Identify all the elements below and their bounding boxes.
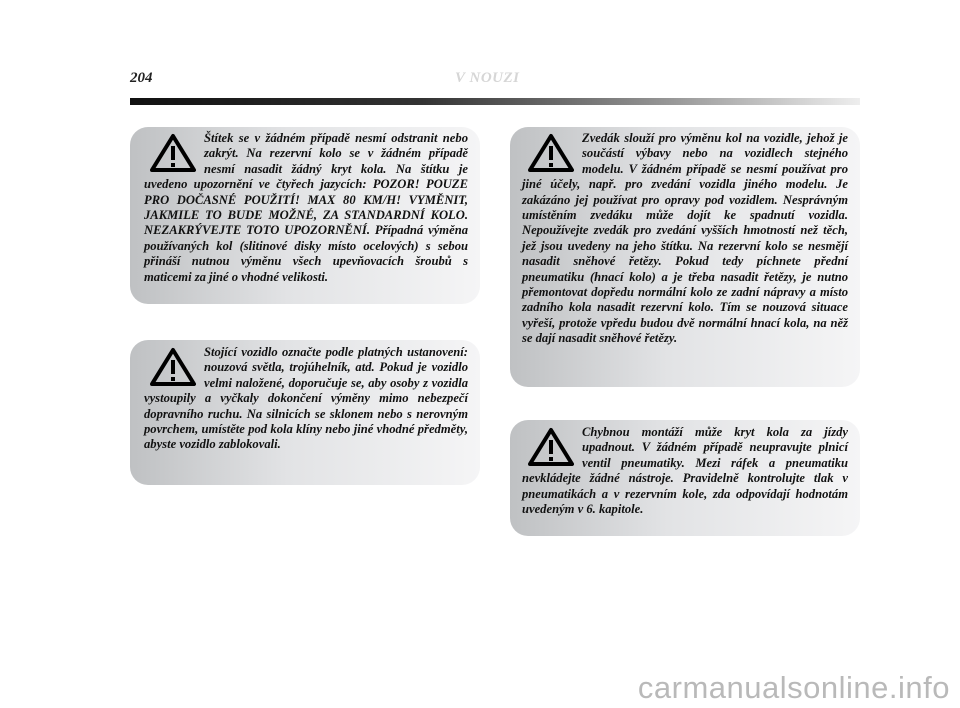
warning-text: Stojící vozidlo označte podle platných ustanovení: nouzová světla, trojúhelník, atd. Pokud je vozidlo velmi naložené, doporučuje se, aby osoby z vozidla vystoupily a vyčkaly dokončení výměny mimo nebezpečí dopravního ruchu. Na silnicích se sklonem nebo s nerovným povrchem, umístěte pod kola klíny nebo jiné vhodné předměty, abyste vozidlo zablokovali. (144, 345, 468, 452)
warning-triangle-icon (150, 133, 196, 173)
section-title: V NOUZI (455, 70, 520, 86)
warning-triangle-icon (150, 347, 196, 387)
warning-box-wheel-cover (510, 420, 860, 536)
warning-box-label (130, 127, 480, 304)
page-number: 204 (130, 70, 153, 86)
watermark: carmanualsonline.info (637, 670, 950, 705)
header-rule (130, 98, 860, 105)
warning-box-jack (510, 127, 860, 387)
warning-triangle-icon (528, 427, 574, 467)
warning-text: Chybnou montáží může kryt kola za jízdy upadnout. V žádném případě neupravujte plnicí ventil pneumatiky. Mezi ráfek a pneumatiku nevkládejte žádné nástroje. Pravidelně kontrolujte tlak v pneumatikách a v rezervním kole, zda odpovídají hodnotám uvedeným v 6. kapitole. (522, 425, 848, 517)
warning-triangle-icon (528, 133, 574, 173)
warning-text: Zvedák slouží pro výměnu kol na vozidle, jehož je součástí výbavy nebo na vozidlech stejného modelu. V žádném případě se nesmí používat pro jiné účely, např. pro zvedání vozidla jiného modelu. Je zakázáno jej používat pro opravy pod vozidlem. Nesprávným umístěním zvedáku může dojít ke spadnutí vozidla. Nepoužívejte zvedák pro zvedání vyšších hmotností než těch, jež jsou uvedeny na jeho štítku. Na rezervní kolo se nesmějí nasadit sněhové řetězy. Pokud tedy píchnete přední pneumatiku (hnací kolo) a je třeba nasadit řetězy, je nutno přemontovat dopředu normální kolo ze zadní nápravy a místo zadního kola nasadit rezervní kolo. Tím se nouzová situace vyřeší, protože vpředu budou dvě normální hnací kola, na něž se dají nasadit sněhové řetězy. (522, 131, 848, 346)
warning-box-stopped-vehicle (130, 340, 480, 485)
warning-text: Štítek se v žádném případě nesmí odstranit nebo zakrýt. Na rezervní kolo se v žádném případě nesmí nasadit žádný kryt kola. Na štítku je uvedeno upozornění ve čtyřech jazycích: POZOR! POUZE PRO DOČASNÉ POUŽITÍ! MAX 80 KM/H! VYMĚNIT, JAKMILE TO BUDE MOŽNÉ, ZA STANDARDNÍ KOLO. NEZAKRÝVEJTE TOTO UPOZORNĚNÍ. Případná výměna používaných kol (slitinové disky místo ocelových) s sebou přináší nutnou výměnu všech upevňovacích šroubů s maticemi za jiné o vhodné velikosti. (144, 131, 468, 284)
